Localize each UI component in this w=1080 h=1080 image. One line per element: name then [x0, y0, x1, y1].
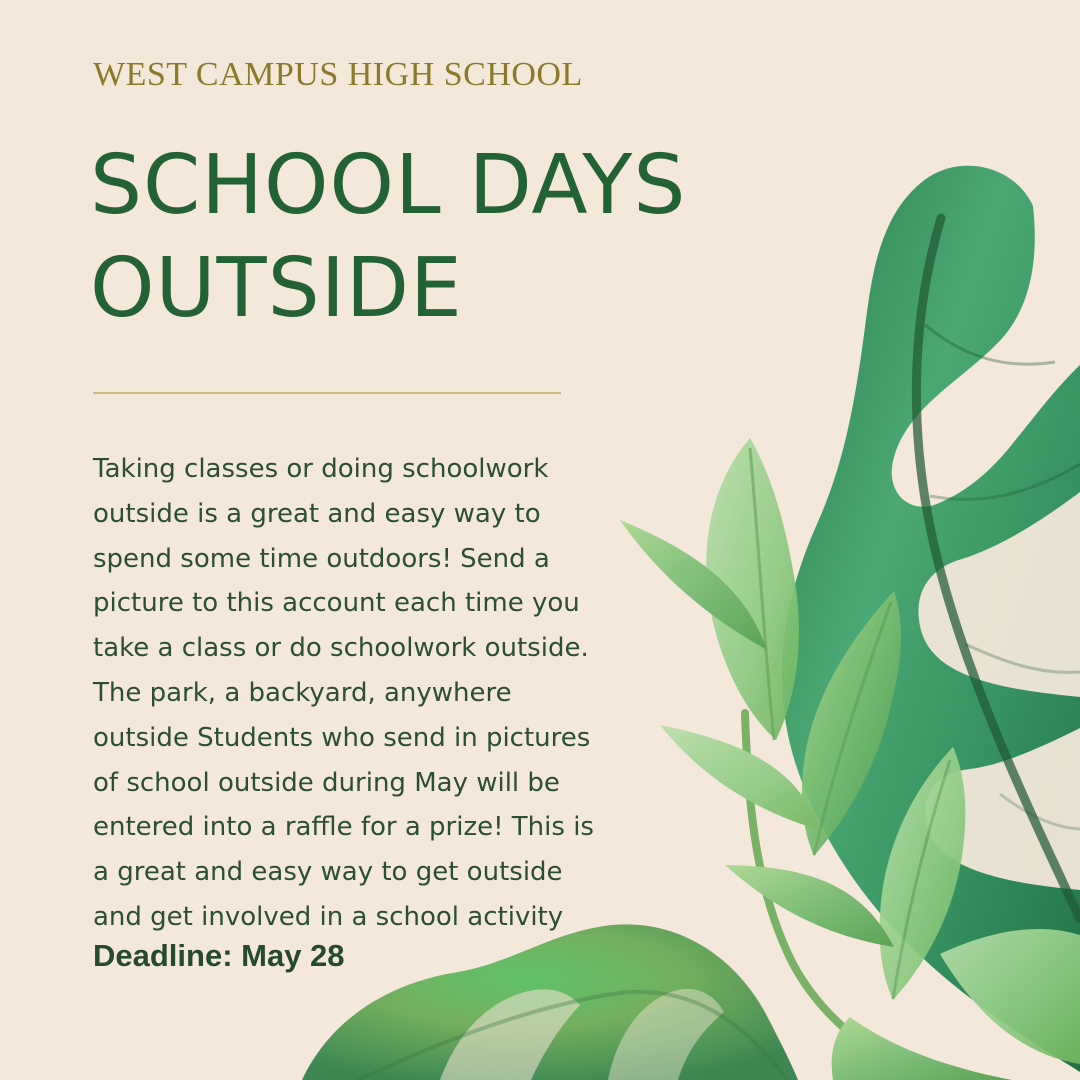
title-divider [93, 392, 561, 394]
description-line: picture to this account each time you [93, 588, 580, 619]
description-line: The park, a backyard, anywhere [93, 677, 512, 708]
deadline-text: Deadline: May 28 [93, 938, 345, 973]
poster-title-line-2: OUTSIDE [90, 241, 463, 336]
description-line: spend some time outdoors! Send a [93, 543, 550, 574]
description-line: entered into a raffle for a prize! This is [93, 812, 594, 843]
poster-title [90, 134, 686, 340]
description-line: Taking classes or doing schoolwork [93, 454, 549, 484]
poster-title-line-1: SCHOOL DAYS [90, 138, 687, 233]
school-name: WEST CAMPUS HIGH SCHOOL [93, 56, 583, 93]
event-description [93, 447, 683, 940]
description-line: outside is a great and easy way to [93, 498, 541, 529]
description-line: take a class or do schoolwork outside. [93, 633, 589, 664]
description-line: outside Students who send in pictures [93, 722, 591, 753]
description-line: and get involved in a school activity [93, 901, 564, 932]
bottom-monstera-leaf-icon [302, 924, 798, 1080]
description-line: a great and easy way to get outside [93, 857, 563, 888]
description-line: of school outside during May will be [93, 767, 560, 798]
